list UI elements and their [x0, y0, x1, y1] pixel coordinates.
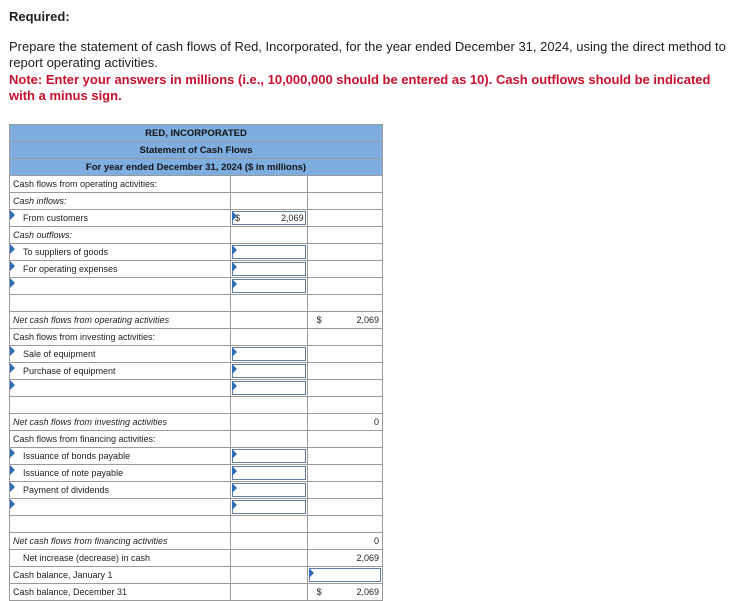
required-heading: Required: [9, 9, 70, 24]
net-operating-value-cell [307, 312, 382, 329]
table-row [10, 312, 383, 329]
table-row [10, 431, 383, 448]
table-row [10, 516, 383, 533]
from-customers-value: 2,069 [281, 213, 304, 223]
cash-flow-statement-table [9, 124, 383, 601]
purchase-equipment-label: Purchase of equipment [23, 366, 116, 376]
operating-expenses-label-input[interactable] [10, 261, 231, 278]
input-marker-icon [10, 363, 15, 373]
issuance-note-label: Issuance of note payable [23, 468, 124, 478]
input-marker-icon [232, 211, 237, 221]
sale-equipment-label-input[interactable] [10, 346, 231, 363]
table-row [10, 244, 383, 261]
table-row [10, 278, 383, 295]
table-row [10, 465, 383, 482]
net-financing-value: 0 [307, 533, 382, 550]
table-row [10, 227, 383, 244]
from-customers-label-input[interactable] [10, 210, 231, 227]
table-row [10, 329, 383, 346]
table-row [10, 550, 383, 567]
cash-january-label: Cash balance, January 1 [10, 567, 231, 584]
operating-expenses-amount-input[interactable] [231, 261, 307, 278]
issuance-bonds-label-input[interactable] [10, 448, 231, 465]
from-customers-amount-input[interactable] [231, 210, 307, 227]
input-marker-icon [232, 279, 237, 289]
instructions-text: Prepare the statement of cash flows of Red, Incorporated, for the year ended December 31, 2024, using the direct method to report operating activities. [9, 39, 726, 70]
operating-blank-label-input[interactable] [10, 278, 231, 295]
operating-expenses-label: For operating expenses [23, 264, 118, 274]
table-row [10, 261, 383, 278]
cash-december-value-cell [307, 584, 382, 601]
dollar-symbol: $ [316, 315, 322, 325]
dollar-symbol: $ [235, 213, 241, 223]
to-suppliers-amount-input[interactable] [231, 244, 307, 261]
issuance-bonds-label: Issuance of bonds payable [23, 451, 131, 461]
investing-blank-amount-input[interactable] [231, 380, 307, 397]
input-marker-icon [232, 364, 237, 374]
input-marker-icon [232, 347, 237, 357]
cash-december-label: Cash balance, December 31 [10, 584, 231, 601]
from-customers-label: From customers [23, 213, 89, 223]
cash-december-value: 2,069 [356, 587, 379, 597]
cash-inflows-label: Cash inflows: [10, 193, 231, 210]
issuance-note-amount-input[interactable] [231, 465, 307, 482]
issuance-note-label-input[interactable] [10, 465, 231, 482]
table-row [10, 448, 383, 465]
table-row [10, 482, 383, 499]
input-marker-icon [10, 244, 15, 254]
payment-dividends-label-input[interactable] [10, 482, 231, 499]
financing-blank-label-input[interactable] [10, 499, 231, 516]
to-suppliers-label: To suppliers of goods [23, 247, 109, 257]
table-row [10, 533, 383, 550]
purchase-equipment-amount-input[interactable] [231, 363, 307, 380]
input-marker-icon [10, 465, 15, 475]
input-marker-icon [232, 500, 237, 510]
input-marker-icon [10, 482, 15, 492]
net-operating-value: 2,069 [356, 315, 379, 325]
table-row [10, 346, 383, 363]
input-marker-icon [10, 380, 15, 390]
table-row [10, 176, 383, 193]
payment-dividends-amount-input[interactable] [231, 482, 307, 499]
note-text: Note: Enter your answers in millions (i.e., 10,000,000 should be entered as 10). Cash outflows should be indicated with a minus sign. [9, 72, 711, 103]
table-row [10, 210, 383, 227]
table-row [10, 397, 383, 414]
dollar-symbol: $ [316, 587, 322, 597]
input-marker-icon [10, 261, 15, 271]
input-marker-icon [10, 210, 15, 220]
input-marker-icon [232, 466, 237, 476]
to-suppliers-label-input[interactable] [10, 244, 231, 261]
input-marker-icon [232, 262, 237, 272]
statement-period: For year ended December 31, 2024 ($ in millions) [10, 159, 383, 176]
table-row [10, 567, 383, 584]
table-row [10, 499, 383, 516]
net-financing-label: Net cash flows from financing activities [10, 533, 231, 550]
net-increase-label: Net increase (decrease) in cash [10, 550, 231, 567]
net-increase-value: 2,069 [307, 550, 382, 567]
input-marker-icon [232, 449, 237, 459]
cash-january-amount-input[interactable] [307, 567, 382, 584]
financing-blank-amount-input[interactable] [231, 499, 307, 516]
payment-dividends-label: Payment of dividends [23, 485, 110, 495]
input-marker-icon [309, 568, 314, 578]
operating-blank-amount-input[interactable] [231, 278, 307, 295]
table-row [10, 584, 383, 601]
input-marker-icon [10, 499, 15, 509]
input-marker-icon [232, 483, 237, 493]
statement-title: Statement of Cash Flows [10, 142, 383, 159]
input-marker-icon [232, 245, 237, 255]
input-marker-icon [10, 278, 15, 288]
financing-heading: Cash flows from financing activities: [10, 431, 231, 448]
sale-equipment-amount-input[interactable] [231, 346, 307, 363]
cash-outflows-label: Cash outflows: [10, 227, 231, 244]
operating-heading: Cash flows from operating activities: [10, 176, 231, 193]
net-investing-label: Net cash flows from investing activities [10, 414, 231, 431]
company-name: RED, INCORPORATED [10, 125, 383, 142]
input-marker-icon [10, 448, 15, 458]
table-row [10, 380, 383, 397]
net-operating-label: Net cash flows from operating activities [10, 312, 231, 329]
input-marker-icon [10, 346, 15, 356]
investing-heading: Cash flows from investing activities: [10, 329, 231, 346]
purchase-equipment-label-input[interactable] [10, 363, 231, 380]
investing-blank-label-input[interactable] [10, 380, 231, 397]
input-marker-icon [232, 381, 237, 391]
table-row [10, 295, 383, 312]
table-row [10, 363, 383, 380]
net-investing-value: 0 [307, 414, 382, 431]
issuance-bonds-amount-input[interactable] [231, 448, 307, 465]
table-row [10, 193, 383, 210]
table-row [10, 414, 383, 431]
sale-equipment-label: Sale of equipment [23, 349, 96, 359]
